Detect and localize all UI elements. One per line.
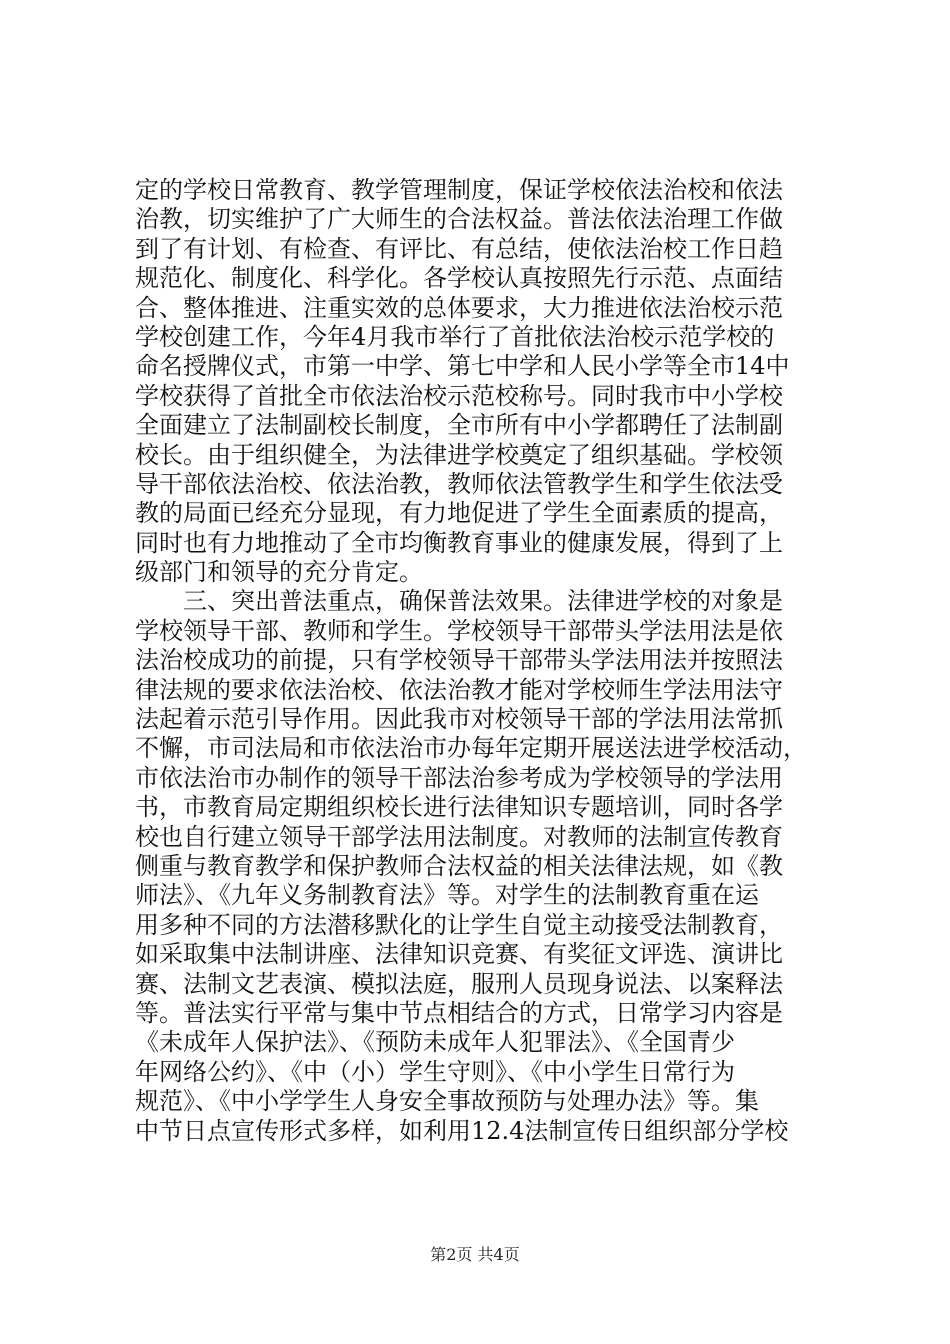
- text-line: 用多种不同的方法潜移默化的让学生自觉主动接受法制教育，: [135, 910, 783, 939]
- text-line: 导干部依法治校、依法治教，教师依法管教学生和学生依法受: [135, 469, 783, 498]
- text-line: 教的局面已经充分显现，有力地促进了学生全面素质的提高，: [135, 499, 783, 528]
- text-line: 三、突出普法重点，确保普法效果。法律进学校的对象是: [135, 587, 783, 616]
- text-line: 法治校成功的前提，只有学校领导干部带头学法用法并按照法: [135, 646, 783, 675]
- text-line: 律法规的要求依法治校、依法治教才能对学校师生学法用法守: [135, 675, 783, 704]
- text-line: 年网络公约》、《中（小）学生守则》、《中小学生日常行为: [135, 1057, 735, 1086]
- text-line: 命名授牌仪式，市第一中学、第七中学和人民小学等全市14中: [135, 352, 790, 381]
- text-line: 如采取集中法制讲座、法律知识竞赛、有奖征文评选、演讲比: [135, 940, 783, 969]
- text-line: 侧重与教育教学和保护教师合法权益的相关法律法规，如《教: [135, 851, 783, 880]
- text-line: 规范》、《中小学学生人身安全事故预防与处理办法》等。集: [135, 1087, 759, 1116]
- text-line: 校也自行建立领导干部学法用法制度。对教师的法制宣传教育: [135, 822, 783, 851]
- text-line: 学校领导干部、教师和学生。学校领导干部带头学法用法是依: [135, 616, 783, 645]
- text-line: 赛、法制文艺表演、模拟法庭，服刑人员现身说法、以案释法: [135, 969, 783, 998]
- text-line: 到了有计划、有检查、有评比、有总结，使依法治校工作日趋: [135, 234, 783, 263]
- text-line: 学校创建工作，今年4月我市举行了首批依法治校示范学校的: [135, 322, 775, 351]
- text-line: 法起着示范引导作用。因此我市对校领导干部的学法用法常抓: [135, 705, 783, 734]
- text-line: 级部门和领导的充分肯定。: [135, 558, 423, 587]
- text-line: 全面建立了法制副校长制度，全市所有中小学都聘任了法制副: [135, 411, 783, 440]
- text-line: 学校获得了首批全市依法治校示范校称号。同时我市中小学校: [135, 381, 783, 410]
- text-line: 同时也有力地推动了全市均衡教育事业的健康发展，得到了上: [135, 528, 783, 557]
- body-text: [135, 176, 835, 1146]
- text-line: 中节日点宣传形式多样，如利用12.4法制宣传日组织部分学校: [135, 1116, 789, 1145]
- text-line: 市依法治市办制作的领导干部法治参考成为学校领导的学法用: [135, 763, 783, 792]
- text-line: 治教，切实维护了广大师生的合法权益。普法依法治理工作做: [135, 205, 783, 234]
- text-line: 校长。由于组织健全，为法律进学校奠定了组织基础。学校领: [135, 440, 783, 469]
- text-line: 定的学校日常教育、教学管理制度，保证学校依法治校和依法: [135, 176, 783, 204]
- text-line: 等。普法实行平常与集中节点相结合的方式，日常学习内容是: [135, 998, 783, 1027]
- page-footer: [0, 1242, 950, 1265]
- text-line: 合、整体推进、注重实效的总体要求，大力推进依法治校示范: [135, 293, 783, 322]
- page-number-label: 第2页 共4页: [430, 1245, 520, 1264]
- text-line: 师法》、《九年义务制教育法》等。对学生的法制教育重在运: [135, 881, 759, 910]
- text-line: 规范化、制度化、科学化。各学校认真按照先行示范、点面结: [135, 264, 783, 293]
- text-line: 《未成年人保护法》、《预防未成年人犯罪法》、《全国青少: [135, 1028, 735, 1057]
- text-line: 不懈，市司法局和市依法治市办每年定期开展送法进学校活动，: [135, 734, 807, 763]
- text-line: 书，市教育局定期组织校长进行法律知识专题培训，同时各学: [135, 793, 783, 822]
